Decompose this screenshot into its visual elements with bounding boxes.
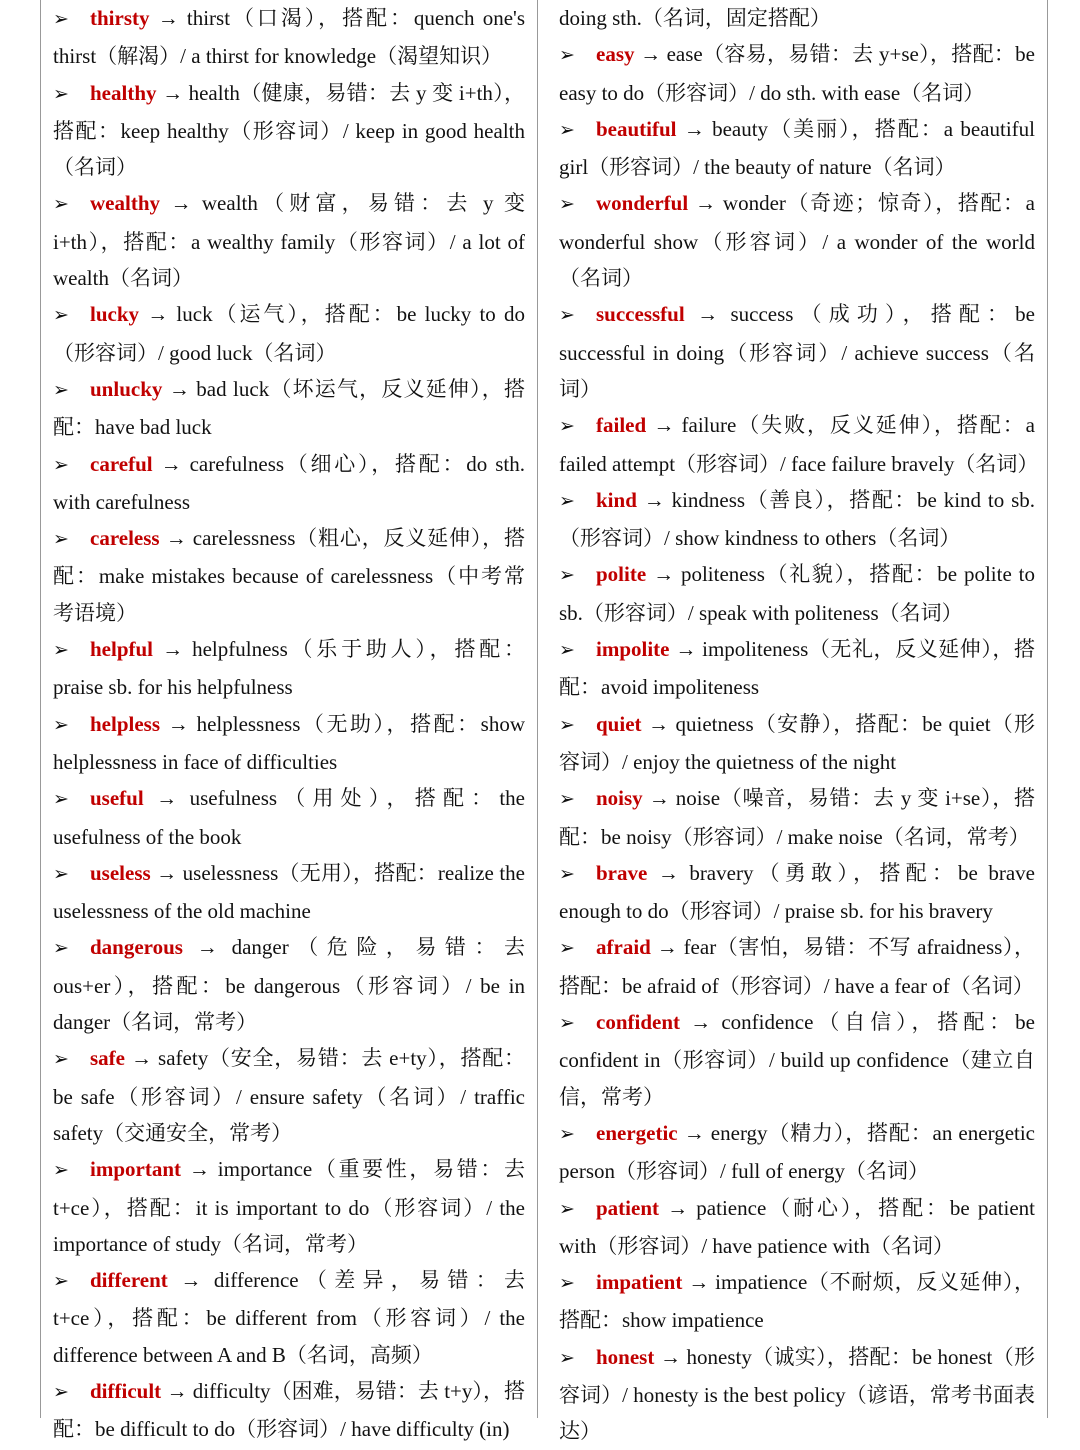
arrow-icon: → — [640, 42, 662, 67]
headword: honest — [596, 1344, 655, 1369]
entry-text: wealth（财富，易错：去 y 变 i+th），搭配：a wealthy family（形容词）/ a lot of wealth（名词） — [53, 191, 526, 291]
vocab-entry — [559, 185, 1035, 296]
entry-text: safety（安全，易错：去 e+ty），搭配：be safe（形容词）/ ensure safety（名词）/ traffic safety（交通安全，常考） — [53, 1046, 526, 1145]
entry-text: difficulty（困难，易错：去 t+y），搭配：be difficult to do（形容词）/ have difficulty (in) — [53, 1378, 525, 1442]
vocab-entry — [53, 1262, 525, 1373]
arrow-bullet-icon: ➢ — [53, 1271, 69, 1293]
entry-text: carefulness（细心），搭配：do sth. with carefulness — [53, 451, 525, 514]
entry-text: uselessness（无用），搭配：realize the uselessness of the old machine — [53, 860, 525, 924]
entry-text: bravery（勇敢），搭配：be brave enough to do（形容词）/ praise sb. for his bravery — [559, 860, 1036, 924]
arrow-bullet-icon: ➢ — [559, 416, 575, 438]
vocab-entry — [53, 1151, 525, 1262]
arrow-icon: → — [653, 413, 675, 438]
entry-text: fear（害怕，易错：不写 afraidness），搭配：be afraid of（形容词）/ have a fear of（名词） — [559, 935, 1036, 998]
arrow-icon: → — [667, 1195, 689, 1220]
arrow-icon: → — [131, 1046, 153, 1071]
vocab-entry — [559, 1264, 1035, 1339]
entry-text: beauty（美丽），搭配：a beautiful girl（形容词）/ the beauty of nature（名词） — [559, 116, 1036, 180]
vocab-entry — [559, 780, 1035, 855]
arrow-bullet-icon: ➢ — [53, 789, 69, 811]
arrow-icon: → — [648, 786, 670, 811]
entry-text: luck（运气），搭配：be lucky to do（形容词）/ good luck（名词） — [53, 302, 526, 365]
arrow-icon: → — [160, 451, 182, 476]
arrow-icon: → — [166, 1378, 188, 1403]
headword: patient — [596, 1195, 659, 1220]
arrow-bullet-icon: ➢ — [53, 529, 69, 551]
headword: afraid — [596, 935, 651, 960]
entry-text: impoliteness（无礼，反义延伸），搭配：avoid impoliteness — [559, 637, 1036, 700]
headword: confident — [596, 1010, 680, 1035]
arrow-bullet-icon: ➢ — [53, 1049, 69, 1071]
headword: wealthy — [90, 191, 160, 216]
headword: failed — [596, 413, 647, 438]
headword: different — [90, 1268, 168, 1293]
entry-text: patience（耐心），搭配：be patient with（形容词）/ have patience with（名词） — [559, 1195, 1035, 1258]
vocab-entry — [559, 855, 1035, 930]
arrow-icon: → — [196, 935, 218, 960]
continuation-text: doing sth.（名词，固定搭配） — [559, 6, 831, 30]
arrow-icon: → — [643, 487, 665, 512]
arrow-icon: → — [648, 711, 669, 736]
entry-text: honesty（诚实），搭配：be honest（形容词）/ honesty is the best policy（谚语，常考书面表达） — [559, 1344, 1036, 1444]
arrow-icon: → — [683, 116, 705, 141]
arrow-bullet-icon: ➢ — [559, 640, 575, 662]
headword: dangerous — [90, 935, 183, 960]
arrow-icon: → — [683, 1120, 705, 1145]
entry-text: impatience（不耐烦，反义延伸），搭配：show impatience — [559, 1270, 1036, 1333]
arrow-icon: → — [156, 860, 178, 885]
arrow-bullet-icon: ➢ — [53, 1160, 69, 1182]
entry-text: helpfulness（乐于助人），搭配：praise sb. for his helpfulness — [53, 637, 525, 700]
arrow-bullet-icon: ➢ — [559, 45, 575, 67]
arrow-icon: → — [162, 80, 184, 105]
entry-text: ease（容易，易错：去 y+se），搭配：be easy to do（形容词）/ do sth. with ease（名词） — [559, 42, 1036, 105]
vocab-entry — [559, 1190, 1035, 1265]
arrow-bullet-icon: ➢ — [559, 789, 575, 811]
arrow-icon: → — [653, 562, 675, 587]
entry-text: helplessness（无助），搭配：show helplessness in face of difficulties — [53, 711, 525, 774]
arrow-icon: → — [170, 191, 192, 216]
vocab-entry — [559, 111, 1035, 186]
arrow-icon: → — [162, 637, 184, 662]
vocab-entry — [53, 631, 525, 706]
headword: brave — [596, 860, 648, 885]
vocab-entry — [53, 855, 525, 930]
arrow-bullet-icon: ➢ — [559, 490, 575, 512]
arrow-bullet-icon: ➢ — [53, 9, 69, 30]
entry-text: carelessness（粗心，反义延伸），搭配：make mistakes because of carelessness（中考常考语境） — [53, 526, 526, 625]
vocab-entry — [559, 36, 1035, 111]
arrow-bullet-icon: ➢ — [53, 83, 69, 105]
headword: polite — [596, 562, 647, 587]
arrow-icon: → — [168, 376, 190, 401]
arrow-bullet-icon: ➢ — [559, 1273, 575, 1295]
arrow-bullet-icon: ➢ — [559, 119, 575, 141]
headword: safe — [90, 1046, 125, 1071]
vocab-entry — [559, 482, 1035, 557]
arrow-icon: → — [156, 786, 178, 811]
entry-text: noise（噪音，易错：去 y 变 i+se），搭配：be noisy（形容词）/ make noise（名词，常考） — [559, 786, 1036, 849]
arrow-bullet-icon: ➢ — [53, 194, 69, 216]
arrow-bullet-icon: ➢ — [53, 305, 69, 327]
entry-text: politeness（礼貌），搭配：be polite to sb.（形容词）/ speak with politeness（名词） — [559, 562, 1036, 625]
arrow-icon: → — [690, 1010, 712, 1035]
vocab-entry — [559, 1115, 1035, 1190]
arrow-bullet-icon: ➢ — [53, 1381, 69, 1403]
entry-text: danger（危险，易错：去 ous+er），搭配：be dangerous（形容词）/ be in danger（名词，常考） — [53, 935, 526, 1035]
headword: quiet — [596, 711, 642, 736]
headword: healthy — [90, 80, 157, 105]
vocab-entry — [53, 929, 525, 1040]
vocab-entry — [559, 407, 1039, 482]
arrow-icon: → — [657, 860, 679, 885]
headword: helpful — [90, 637, 154, 662]
headword: wonderful — [596, 191, 689, 216]
arrow-icon: → — [697, 302, 719, 327]
headword: important — [90, 1157, 181, 1182]
headword: successful — [596, 302, 685, 327]
arrow-icon: → — [188, 1157, 210, 1182]
vocab-entry — [559, 1004, 1035, 1115]
vocab-entry — [53, 185, 525, 296]
headword: easy — [596, 42, 635, 67]
left-column — [40, 0, 538, 1442]
entry-text: kindness（善良），搭配：be kind to sb.（形容词）/ show kindness to others（名词） — [559, 487, 1035, 551]
vocab-entry — [53, 0, 525, 75]
vocab-entry — [53, 706, 525, 781]
vocab-entry — [53, 1373, 525, 1448]
arrow-icon: → — [675, 637, 697, 662]
arrow-bullet-icon: ➢ — [559, 1198, 575, 1220]
vocab-entry — [559, 1339, 1035, 1450]
vocab-entry — [53, 1040, 525, 1151]
arrow-bullet-icon: ➢ — [53, 714, 69, 736]
arrow-bullet-icon: ➢ — [559, 1013, 575, 1035]
entry-text: energy（精力），搭配：an energetic person（形容词）/ full of energy（名词） — [559, 1120, 1035, 1184]
headword: careful — [90, 451, 153, 476]
entry-text: success（成功），搭配：be successful in doing（形容词）/ achieve success（名词） — [559, 302, 1035, 401]
headword: useful — [90, 786, 144, 811]
entry-text: health（健康，易错：去 y 变 i+th），搭配：keep healthy（形容词）/ keep in good health（名词） — [53, 80, 526, 180]
arrow-icon: → — [688, 1270, 710, 1295]
vocab-entry — [53, 371, 525, 446]
arrow-bullet-icon: ➢ — [53, 640, 69, 662]
arrow-icon: → — [695, 191, 717, 216]
arrow-icon: → — [180, 1268, 202, 1293]
vocab-entry — [559, 296, 1035, 407]
entry-text: confidence（自信），搭配：be confident in（形容词）/ build up confidence（建立自信，常考） — [559, 1010, 1036, 1109]
entry-text: usefulness（用处），搭配：the usefulness of the book — [53, 786, 525, 849]
arrow-bullet-icon: ➢ — [559, 194, 575, 216]
arrow-icon: → — [165, 526, 187, 551]
vocab-entry — [53, 296, 525, 371]
headword: unlucky — [90, 376, 163, 401]
arrow-bullet-icon: ➢ — [559, 938, 575, 960]
headword: energetic — [596, 1120, 678, 1145]
arrow-icon: → — [659, 1344, 681, 1369]
headword: useless — [90, 860, 151, 885]
vocab-entry — [559, 929, 1035, 1004]
arrow-icon: → — [147, 302, 169, 327]
arrow-bullet-icon: ➢ — [559, 714, 575, 736]
headword: impatient — [596, 1270, 683, 1295]
vocab-entry — [559, 706, 1035, 781]
entry-text: wonder（奇迹；惊奇），搭配：a wonderful show（形容词）/ a wonder of the world（名词） — [559, 191, 1035, 291]
vocab-entry — [53, 75, 525, 186]
vocab-entry — [53, 780, 525, 855]
arrow-bullet-icon: ➢ — [559, 565, 575, 587]
vocab-entry — [53, 520, 525, 631]
vocab-entry — [559, 556, 1035, 631]
headword: impolite — [596, 637, 670, 662]
entry-text: failure（失败，反义延伸），搭配：a failed attempt（形容词）/ face failure bravely（名词） — [559, 413, 1039, 476]
entry-text: bad luck（坏运气，反义延伸），搭配：have bad luck — [53, 376, 526, 440]
headword: thirsty — [90, 6, 150, 30]
headword: lucky — [90, 302, 140, 327]
headword: beautiful — [596, 116, 677, 141]
entry-text: importance（重要性，易错：去 t+ce），搭配：it is important to do（形容词）/ the importance of study（名词，常考） — [53, 1157, 525, 1256]
headword: kind — [596, 487, 637, 512]
entry-text: difference（差异，易错：去 t+ce），搭配：be different from（形容词）/ the difference between A and B（名词，高频） — [53, 1268, 526, 1367]
right-column — [538, 0, 1048, 1444]
arrow-bullet-icon: ➢ — [53, 454, 69, 476]
arrow-bullet-icon: ➢ — [559, 305, 575, 327]
arrow-icon: → — [157, 6, 179, 30]
vocab-entry — [559, 631, 1035, 706]
entry-text: quietness（安静），搭配：be quiet（形容词）/ enjoy the quietness of the night — [559, 711, 1035, 774]
arrow-icon: → — [656, 935, 678, 960]
arrow-bullet-icon: ➢ — [53, 863, 69, 885]
arrow-bullet-icon: ➢ — [559, 1347, 575, 1369]
entry-text: thirst（口渴），搭配：quench one's thirst（解渴）/ a thirst for knowledge（渴望知识） — [53, 6, 526, 69]
arrow-bullet-icon: ➢ — [53, 938, 69, 960]
arrow-bullet-icon: ➢ — [559, 1123, 575, 1145]
headword: difficult — [90, 1378, 162, 1403]
arrow-icon: → — [167, 711, 189, 736]
arrow-bullet-icon: ➢ — [53, 379, 69, 401]
arrow-bullet-icon: ➢ — [559, 863, 575, 885]
headword: careless — [90, 526, 160, 551]
vocab-entry — [53, 446, 525, 521]
headword: helpless — [90, 711, 161, 736]
headword: noisy — [596, 786, 643, 811]
